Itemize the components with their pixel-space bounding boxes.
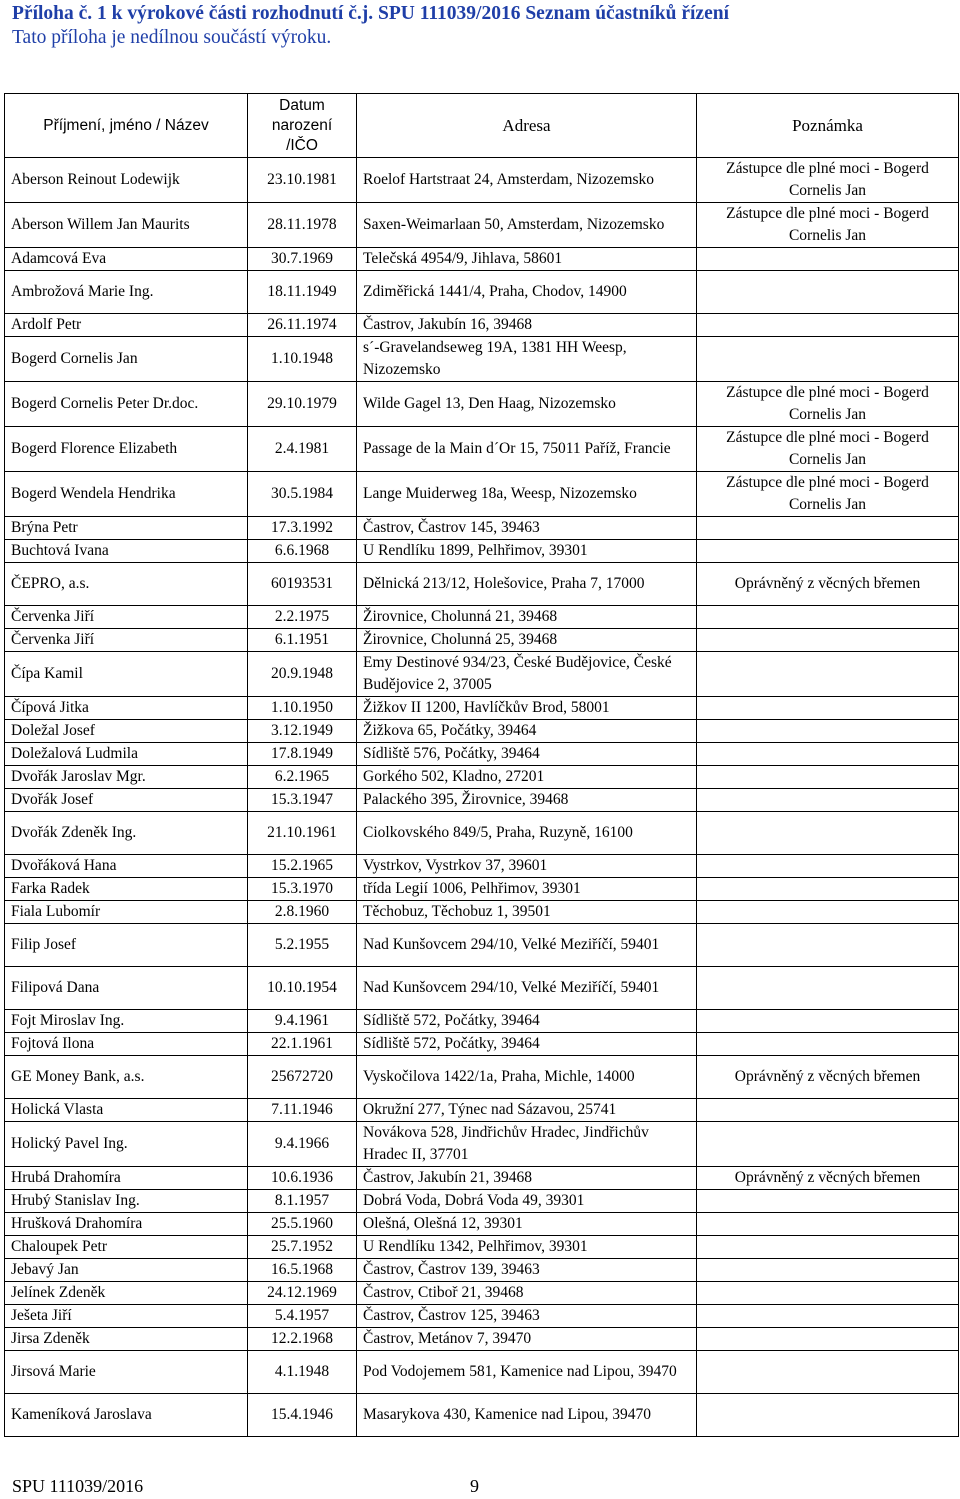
table-row	[5, 1190, 959, 1213]
birth-date-or-ico: 29.10.1979	[248, 382, 357, 427]
table-row	[5, 472, 959, 517]
table-row	[5, 855, 959, 878]
participant-note: Zástupce dle plné moci - Bogerd Cornelis Jan	[697, 158, 959, 203]
participant-note	[697, 1033, 959, 1056]
participant-name: Kameníková Jaroslava	[5, 1394, 248, 1437]
birth-date-or-ico: 30.7.1969	[248, 248, 357, 271]
birth-date-or-ico: 16.5.1968	[248, 1259, 357, 1282]
participant-name: Dvořák Zdeněk Ing.	[5, 812, 248, 855]
birth-date-or-ico: 8.1.1957	[248, 1190, 357, 1213]
table-row	[5, 271, 959, 314]
participant-name: Aberson Reinout Lodewijk	[5, 158, 248, 203]
participant-address: Častrov, Častrov 125, 39463	[357, 1305, 697, 1328]
page-footer	[12, 1476, 952, 1498]
birth-date-or-ico: 6.1.1951	[248, 629, 357, 652]
participant-note	[697, 924, 959, 967]
table-row	[5, 606, 959, 629]
participant-address: Vystrkov, Vystrkov 37, 39601	[357, 855, 697, 878]
participant-note	[697, 855, 959, 878]
participant-name: Doležal Josef	[5, 720, 248, 743]
birth-date-or-ico: 7.11.1946	[248, 1099, 357, 1122]
column-header-name: Příjmení, jméno / Název	[5, 94, 248, 158]
birth-date-or-ico: 9.4.1966	[248, 1122, 357, 1167]
participant-name: Holický Pavel Ing.	[5, 1122, 248, 1167]
participant-name: GE Money Bank, a.s.	[5, 1056, 248, 1099]
participant-name: Ambrožová Marie Ing.	[5, 271, 248, 314]
birth-date-or-ico: 1.10.1948	[248, 337, 357, 382]
table-row	[5, 878, 959, 901]
participant-name: ČEPRO, a.s.	[5, 563, 248, 606]
participant-address: Okružní 277, Týnec nad Sázavou, 25741	[357, 1099, 697, 1122]
table-row	[5, 652, 959, 697]
table-row	[5, 1213, 959, 1236]
birth-date-or-ico: 4.1.1948	[248, 1351, 357, 1394]
participant-note	[697, 314, 959, 337]
table-row	[5, 812, 959, 855]
participant-address: Olešná, Olešná 12, 39301	[357, 1213, 697, 1236]
birth-date-or-ico: 15.2.1965	[248, 855, 357, 878]
birth-date-or-ico: 30.5.1984	[248, 472, 357, 517]
table-row	[5, 924, 959, 967]
participant-name: Dvořák Josef	[5, 789, 248, 812]
participant-address: Častrov, Častrov 139, 39463	[357, 1259, 697, 1282]
participant-address: Gorkého 502, Kladno, 27201	[357, 766, 697, 789]
participant-address: Lange Muiderweg 18a, Weesp, Nizozemsko	[357, 472, 697, 517]
participant-address: Častrov, Častrov 145, 39463	[357, 517, 697, 540]
participant-name: Hrubá Drahomíra	[5, 1167, 248, 1190]
participant-name: Dvořáková Hana	[5, 855, 248, 878]
table-row	[5, 1099, 959, 1122]
birth-date-or-ico: 2.2.1975	[248, 606, 357, 629]
birth-date-or-ico: 15.3.1947	[248, 789, 357, 812]
participant-name: Ješeta Jiří	[5, 1305, 248, 1328]
participant-note	[697, 337, 959, 382]
birth-date-or-ico: 12.2.1968	[248, 1328, 357, 1351]
birth-date-or-ico: 25.7.1952	[248, 1236, 357, 1259]
table-row	[5, 720, 959, 743]
birth-date-or-ico: 2.8.1960	[248, 901, 357, 924]
participant-name: Chaloupek Petr	[5, 1236, 248, 1259]
table-row	[5, 337, 959, 382]
document-header	[12, 2, 952, 50]
participant-note	[697, 652, 959, 697]
participant-note	[697, 1190, 959, 1213]
footer-reference: SPU 111039/2016	[12, 1476, 144, 1496]
page-number: 9	[470, 1476, 479, 1496]
birth-date-or-ico: 17.8.1949	[248, 743, 357, 766]
table-row	[5, 1394, 959, 1437]
participant-name: Jirsa Zdeněk	[5, 1328, 248, 1351]
participant-name: Čípa Kamil	[5, 652, 248, 697]
participant-name: Jebavý Jan	[5, 1259, 248, 1282]
participant-note	[697, 1010, 959, 1033]
table-row	[5, 158, 959, 203]
table-row	[5, 517, 959, 540]
birth-date-or-ico: 25672720	[248, 1056, 357, 1099]
birth-date-or-ico: 25.5.1960	[248, 1213, 357, 1236]
birth-date-or-ico: 20.9.1948	[248, 652, 357, 697]
participant-name: Aberson Willem Jan Maurits	[5, 203, 248, 248]
table-row	[5, 563, 959, 606]
table-row	[5, 697, 959, 720]
birth-date-or-ico: 10.6.1936	[248, 1167, 357, 1190]
table-row	[5, 1010, 959, 1033]
participant-address: Emy Destinové 934/23, České Budějovice, České Budějovice 2, 37005	[357, 652, 697, 697]
participant-note	[697, 1328, 959, 1351]
table-row	[5, 1056, 959, 1099]
participant-note	[697, 720, 959, 743]
participant-address: Žižkov II 1200, Havlíčkův Brod, 58001	[357, 697, 697, 720]
participant-name: Fojt Miroslav Ing.	[5, 1010, 248, 1033]
birth-date-or-ico: 5.2.1955	[248, 924, 357, 967]
table-row	[5, 1305, 959, 1328]
table-row	[5, 901, 959, 924]
table-row	[5, 789, 959, 812]
participant-name: Bogerd Cornelis Peter Dr.doc.	[5, 382, 248, 427]
birth-date-or-ico: 17.3.1992	[248, 517, 357, 540]
participant-note	[697, 1099, 959, 1122]
participant-address: Žirovnice, Cholunná 25, 39468	[357, 629, 697, 652]
participant-address: Telečská 4954/9, Jihlava, 58601	[357, 248, 697, 271]
participant-note: Zástupce dle plné moci - Bogerd Cornelis Jan	[697, 203, 959, 248]
participant-name: Bogerd Cornelis Jan	[5, 337, 248, 382]
participant-name: Doležalová Ludmila	[5, 743, 248, 766]
table-row	[5, 743, 959, 766]
table-header-row	[5, 94, 959, 158]
participant-name: Holická Vlasta	[5, 1099, 248, 1122]
table-row	[5, 629, 959, 652]
participant-note	[697, 1213, 959, 1236]
participant-name: Fiala Lubomír	[5, 901, 248, 924]
participant-address: Roelof Hartstraat 24, Amsterdam, Nizozemsko	[357, 158, 697, 203]
participant-address: Častrov, Jakubín 21, 39468	[357, 1167, 697, 1190]
birth-date-or-ico: 15.4.1946	[248, 1394, 357, 1437]
participant-address: Ciolkovského 849/5, Praha, Ruzyně, 16100	[357, 812, 697, 855]
participant-address: Sídliště 572, Počátky, 39464	[357, 1010, 697, 1033]
table-row	[5, 1122, 959, 1167]
participant-name: Buchtová Ivana	[5, 540, 248, 563]
participant-name: Farka Radek	[5, 878, 248, 901]
participant-address: Těchobuz, Těchobuz 1, 39501	[357, 901, 697, 924]
participant-address: Wilde Gagel 13, Den Haag, Nizozemsko	[357, 382, 697, 427]
participant-name: Brýna Petr	[5, 517, 248, 540]
participant-address: Žirovnice, Cholunná 21, 39468	[357, 606, 697, 629]
participant-note	[697, 1351, 959, 1394]
birth-date-or-ico: 23.10.1981	[248, 158, 357, 203]
birth-date-or-ico: 6.6.1968	[248, 540, 357, 563]
birth-date-or-ico: 24.12.1969	[248, 1282, 357, 1305]
birth-date-or-ico: 1.10.1950	[248, 697, 357, 720]
participant-address: Saxen-Weimarlaan 50, Amsterdam, Nizozemsko	[357, 203, 697, 248]
participant-address: třída Legií 1006, Pelhřimov, 39301	[357, 878, 697, 901]
participant-note	[697, 1394, 959, 1437]
participant-note: Zástupce dle plné moci - Bogerd Cornelis Jan	[697, 382, 959, 427]
participant-address: Nad Kunšovcem 294/10, Velké Meziříčí, 59401	[357, 924, 697, 967]
table-row	[5, 314, 959, 337]
participant-name: Jelínek Zdeněk	[5, 1282, 248, 1305]
participant-name: Hrušková Drahomíra	[5, 1213, 248, 1236]
participant-name: Bogerd Wendela Hendrika	[5, 472, 248, 517]
participant-address: Častrov, Ctiboř 21, 39468	[357, 1282, 697, 1305]
table-row	[5, 1282, 959, 1305]
participant-address: Palackého 395, Žirovnice, 39468	[357, 789, 697, 812]
participant-name: Fojtová Ilona	[5, 1033, 248, 1056]
participant-note: Zástupce dle plné moci - Bogerd Cornelis Jan	[697, 427, 959, 472]
participant-name: Filipová Dana	[5, 967, 248, 1010]
table-row	[5, 1033, 959, 1056]
participant-note	[697, 1236, 959, 1259]
participant-note	[697, 248, 959, 271]
participant-note	[697, 743, 959, 766]
document-title: Příloha č. 1 k výrokové části rozhodnutí č.j. SPU 111039/2016 Seznam účastníků řízení	[12, 3, 730, 24]
participant-note: Zástupce dle plné moci - Bogerd Cornelis Jan	[697, 472, 959, 517]
table-row	[5, 1351, 959, 1394]
table-row	[5, 967, 959, 1010]
participant-address: U Rendlíku 1899, Pelhřimov, 39301	[357, 540, 697, 563]
participant-address: s´-Gravelandseweg 19A, 1381 HH Weesp, Nizozemsko	[357, 337, 697, 382]
participant-note: Oprávněný z věcných břemen	[697, 1056, 959, 1099]
birth-date-or-ico: 3.12.1949	[248, 720, 357, 743]
birth-date-or-ico: 15.3.1970	[248, 878, 357, 901]
participants-table	[4, 93, 959, 1437]
participant-address: Novákova 528, Jindřichův Hradec, Jindřichův Hradec II, 37701	[357, 1122, 697, 1167]
participant-name: Filip Josef	[5, 924, 248, 967]
participant-note	[697, 789, 959, 812]
participant-name: Jirsová Marie	[5, 1351, 248, 1394]
participant-name: Bogerd Florence Elizabeth	[5, 427, 248, 472]
participant-note: Oprávněný z věcných břemen	[697, 1167, 959, 1190]
column-header-date: Datum narození /IČO	[248, 94, 357, 158]
birth-date-or-ico: 28.11.1978	[248, 203, 357, 248]
participant-address: Častrov, Metánov 7, 39470	[357, 1328, 697, 1351]
participant-address: Vyskočilova 1422/1a, Praha, Michle, 14000	[357, 1056, 697, 1099]
participant-name: Čípová Jitka	[5, 697, 248, 720]
column-header-address: Adresa	[357, 94, 697, 158]
table-row	[5, 203, 959, 248]
table-row	[5, 427, 959, 472]
birth-date-or-ico: 2.4.1981	[248, 427, 357, 472]
participant-note	[697, 967, 959, 1010]
participant-note	[697, 629, 959, 652]
table-row	[5, 766, 959, 789]
table-row	[5, 1167, 959, 1190]
birth-date-or-ico: 26.11.1974	[248, 314, 357, 337]
column-header-note: Poznámka	[697, 94, 959, 158]
birth-date-or-ico: 10.10.1954	[248, 967, 357, 1010]
birth-date-or-ico: 22.1.1961	[248, 1033, 357, 1056]
participant-address: Sídliště 576, Počátky, 39464	[357, 743, 697, 766]
participant-note	[697, 517, 959, 540]
birth-date-or-ico: 6.2.1965	[248, 766, 357, 789]
participant-address: Častrov, Jakubín 16, 39468	[357, 314, 697, 337]
participant-address: Nad Kunšovcem 294/10, Velké Meziříčí, 59401	[357, 967, 697, 1010]
participant-name: Dvořák Jaroslav Mgr.	[5, 766, 248, 789]
birth-date-or-ico: 9.4.1961	[248, 1010, 357, 1033]
participant-name: Červenka Jiří	[5, 629, 248, 652]
participant-address: Sídliště 572, Počátky, 39464	[357, 1033, 697, 1056]
table-row	[5, 382, 959, 427]
participant-note	[697, 1259, 959, 1282]
participant-address: Zdiměřická 1441/4, Praha, Chodov, 14900	[357, 271, 697, 314]
participant-note	[697, 540, 959, 563]
participant-note: Oprávněný z věcných břemen	[697, 563, 959, 606]
participant-address: Žižkova 65, Počátky, 39464	[357, 720, 697, 743]
participant-note	[697, 878, 959, 901]
participant-note	[697, 1122, 959, 1167]
participant-name: Červenka Jiří	[5, 606, 248, 629]
table-row	[5, 1328, 959, 1351]
participant-note	[697, 766, 959, 789]
participant-name: Adamcová Eva	[5, 248, 248, 271]
participant-note	[697, 271, 959, 314]
document-subtitle: Tato příloha je nedílnou součástí výroku.	[12, 27, 332, 48]
participant-name: Hrubý Stanislav Ing.	[5, 1190, 248, 1213]
participant-note	[697, 901, 959, 924]
participant-address: Dělnická 213/12, Holešovice, Praha 7, 17000	[357, 563, 697, 606]
table-row	[5, 1259, 959, 1282]
participant-address: Pod Vodojemem 581, Kamenice nad Lipou, 39470	[357, 1351, 697, 1394]
birth-date-or-ico: 18.11.1949	[248, 271, 357, 314]
participant-note	[697, 697, 959, 720]
table-row	[5, 248, 959, 271]
participant-address: Masarykova 430, Kamenice nad Lipou, 39470	[357, 1394, 697, 1437]
participant-note	[697, 812, 959, 855]
birth-date-or-ico: 60193531	[248, 563, 357, 606]
table-row	[5, 540, 959, 563]
participant-note	[697, 606, 959, 629]
participant-name: Ardolf Petr	[5, 314, 248, 337]
table-row	[5, 1236, 959, 1259]
participant-note	[697, 1282, 959, 1305]
participant-address: U Rendlíku 1342, Pelhřimov, 39301	[357, 1236, 697, 1259]
birth-date-or-ico: 21.10.1961	[248, 812, 357, 855]
participant-note	[697, 1305, 959, 1328]
participant-address: Passage de la Main d´Or 15, 75011 Paříž, Francie	[357, 427, 697, 472]
participant-address: Dobrá Voda, Dobrá Voda 49, 39301	[357, 1190, 697, 1213]
birth-date-or-ico: 5.4.1957	[248, 1305, 357, 1328]
